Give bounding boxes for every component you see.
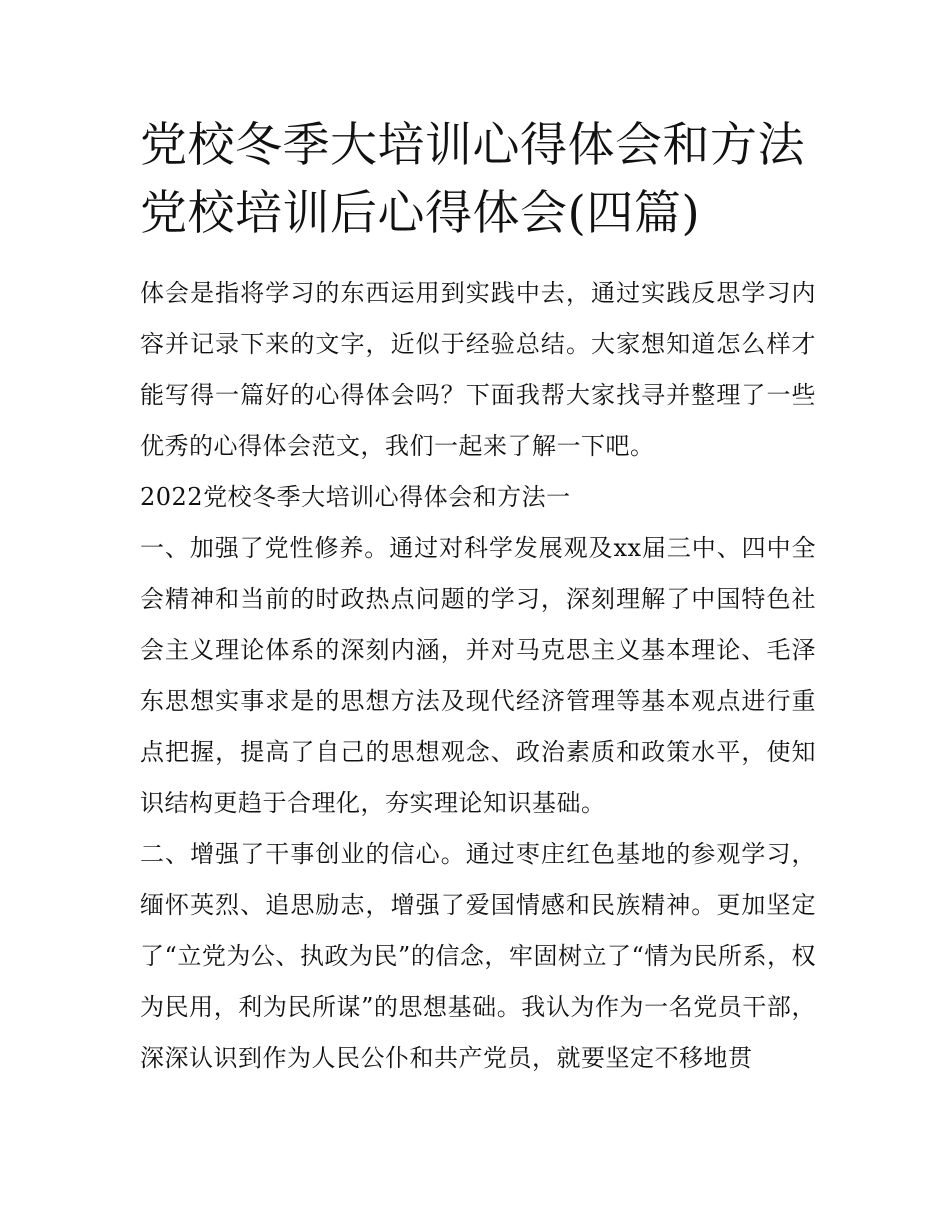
document-body — [140, 268, 816, 1084]
point-one-paragraph: 一、加强了党性修养。通过对科学发展观及xx届三中、四中全会精神和当前的时政热点问题的学习，深刻理解了中国特色社会主义理论体系的深刻内涵，并对马克思主义基本理论、毛泽东思想实事求是的思想方法及现代经济管理等基本观点进行重点把握，提高了自己的思想观念、政治素质和政策水平，使知识结构更趋于合理化，夯实理论知识基础。 — [140, 534, 816, 817]
document-title: 党校冬季大培训心得体会和方法 党校培训后心得体会(四篇) — [140, 118, 805, 241]
intro-paragraph: 体会是指将学习的东西运用到实践中去，通过实践反思学习内容并记录下来的文字，近似于经验总结。大家想知道怎么样才能写得一篇好的心得体会吗？下面我帮大家找寻并整理了一些优秀的心得体会范文，我们一起来了解一下吧。 — [140, 279, 816, 460]
section-heading: 2022党校冬季大培训心得体会和方法一 — [140, 483, 571, 511]
document-content — [140, 112, 816, 1084]
point-two-paragraph: 二、增强了干事创业的信心。通过枣庄红色基地的参观学习，缅怀英烈、追思励志，增强了爱国情感和民族精神。更加坚定了“立党为公、执政为民”的信念，牢固树立了“情为民所系，权为民用，利为民所谋”的思想基础。我认为作为一名党员干部，深深认识到作为人民公仆和共产党员，就要坚定不移地贯 — [140, 840, 816, 1072]
